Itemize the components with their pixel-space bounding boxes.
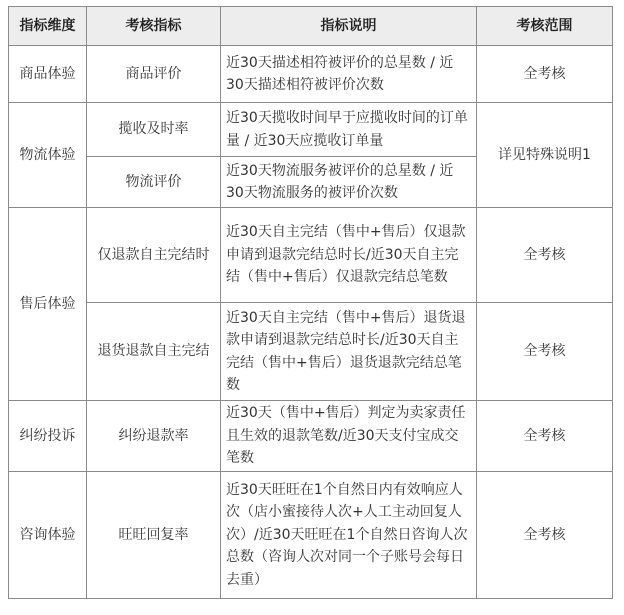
table-row [9, 472, 613, 599]
scope-cell: 全考核 [477, 472, 613, 599]
dimension-cell: 物流体验 [9, 103, 87, 208]
indicator-cell: 揽收及时率 [87, 103, 221, 157]
indicator-table [8, 6, 613, 599]
table-header-row [9, 7, 613, 46]
dimension-cell: 售后体验 [9, 208, 87, 401]
scope-cell: 全考核 [477, 208, 613, 303]
scope-cell: 全考核 [477, 46, 613, 103]
indicator-cell: 商品评价 [87, 46, 221, 103]
indicator-cell: 纠纷退款率 [87, 401, 221, 472]
dimension-cell: 纠纷投诉 [9, 401, 87, 472]
scope-cell: 详见特殊说明1 [477, 103, 613, 208]
dimension-cell: 咨询体验 [9, 472, 87, 599]
table-row [9, 401, 613, 472]
indicator-cell: 物流评价 [87, 157, 221, 208]
header-scope: 考核范围 [477, 7, 613, 46]
indicator-cell: 仅退款自主完结时 [87, 208, 221, 303]
indicator-cell: 退货退款自主完结 [87, 303, 221, 401]
description-cell: 近30天自主完结（售中+售后）仅退款申请到退款完结总时长/近30天自主完结（售中+售后）仅退款完结总笔数 [221, 208, 477, 303]
scope-cell: 全考核 [477, 303, 613, 401]
description-cell: 近30天（售中+售后）判定为卖家责任且生效的退款笔数/近30天支付宝成交笔数 [221, 401, 477, 472]
indicator-cell: 旺旺回复率 [87, 472, 221, 599]
indicator-table-wrapper [8, 6, 613, 599]
table-row [9, 46, 613, 103]
table-row [9, 303, 613, 401]
description-cell: 近30天物流服务被评价的总星数 / 近30天物流服务的被评价次数 [221, 157, 477, 208]
description-cell: 近30天旺旺在1个自然日内有效响应人次（店小蜜接待人次+人工主动回复人次）/近30天旺旺在1个自然日咨询人次总数（咨询人次对同一个子账号会每日去重） [221, 472, 477, 599]
description-cell: 近30天自主完结（售中+售后）退货退款申请到退款完结总时长/近30天自主完结（售中+售后）退货退款完结总笔数 [221, 303, 477, 401]
dimension-cell: 商品体验 [9, 46, 87, 103]
header-dimension: 指标维度 [9, 7, 87, 46]
header-description: 指标说明 [221, 7, 477, 46]
scope-cell: 全考核 [477, 401, 613, 472]
table-row [9, 103, 613, 157]
header-indicator: 考核指标 [87, 7, 221, 46]
description-cell: 近30天描述相符被评价的总星数 / 近30天描述相符被评价次数 [221, 46, 477, 103]
table-row [9, 208, 613, 303]
description-cell: 近30天揽收时间早于应揽收时间的订单量 / 近30天应揽收订单量 [221, 103, 477, 157]
